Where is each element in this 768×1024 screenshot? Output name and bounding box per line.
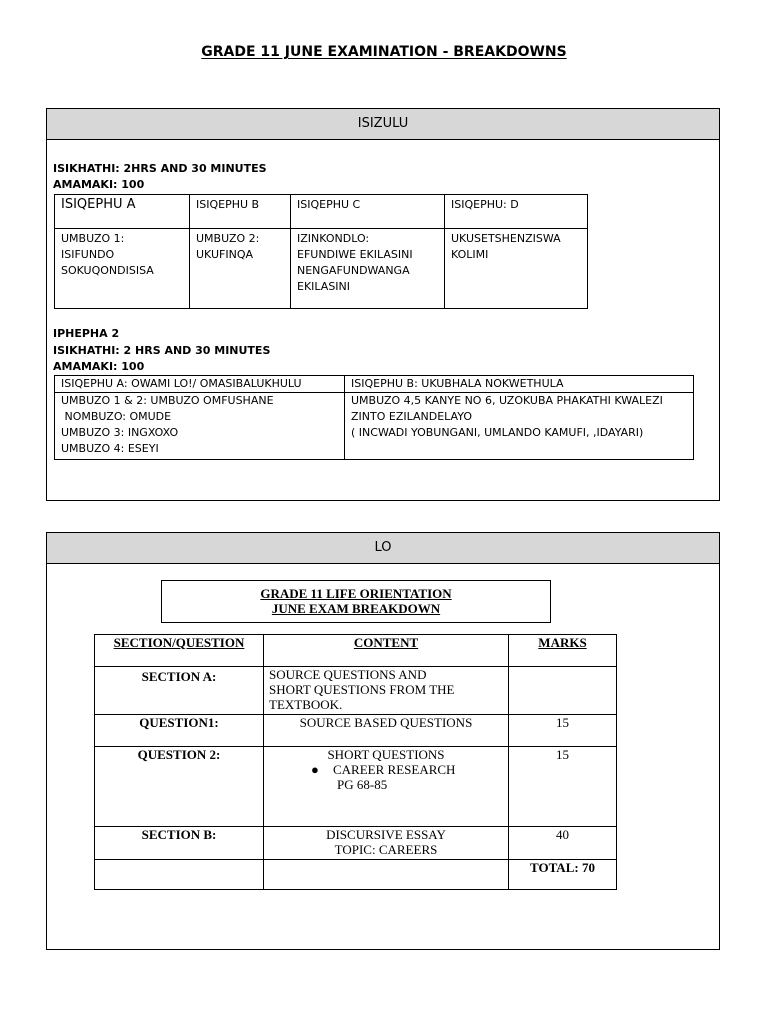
cell-line: ISIFUNDO <box>61 248 115 261</box>
paper1-head-c: ISIQEPHU C <box>291 195 445 229</box>
lo-section-cell: QUESTION 2: <box>95 747 264 827</box>
lo-title-line1: GRADE 11 LIFE ORIENTATION <box>260 586 452 601</box>
lo-col-header-section: SECTION/QUESTION <box>95 635 264 667</box>
paper1-cell-d <box>445 229 588 309</box>
paper2-table <box>54 375 694 460</box>
cell-line: SOURCE BASED QUESTIONS <box>299 715 473 730</box>
table-row <box>95 860 617 890</box>
paper1-table <box>54 194 588 309</box>
lo-breakdown-table <box>94 634 617 890</box>
paper2-head-b: ISIQEPHU B: UKUBHALA NOKWETHULA <box>345 376 694 393</box>
isizulu-header: ISIZULU <box>47 109 719 140</box>
bullet-subtext: PG 68-85 <box>337 777 388 792</box>
isizulu-section <box>46 108 720 501</box>
lo-col-header-content: CONTENT <box>264 635 509 667</box>
lo-section-cell: SECTION B: <box>95 827 264 860</box>
cell-line: UKUFINQA <box>196 248 254 261</box>
cell-line: EKILASINI <box>297 280 351 293</box>
cell-line: UMBUZO 2: <box>196 232 260 245</box>
lo-marks-cell: 40 <box>509 827 617 860</box>
paper1-cell-a <box>55 229 190 309</box>
cell-line: ZINTO EZILANDELAYO <box>351 410 472 423</box>
cell-line: SOURCE QUESTIONS AND <box>269 667 427 682</box>
lo-title-line2: JUNE EXAM BREAKDOWN <box>271 601 441 616</box>
cell-line: ( INCWADI YOBUNGANI, UMLANDO KAMUFI, ,IDAYARI) <box>351 426 644 439</box>
lo-marks-cell: 15 <box>509 715 617 747</box>
paper1-cell-b <box>190 229 291 309</box>
cell-line: DISCURSIVE ESSAY <box>326 827 446 842</box>
paper1-head-b: ISIQEPHU B <box>190 195 291 229</box>
cell-line: SOKUQONDISISA <box>61 264 154 277</box>
lo-title-box <box>161 580 551 623</box>
lo-marks-cell: 15 <box>509 747 617 827</box>
lo-content-cell <box>264 667 509 715</box>
bullet-item <box>311 762 503 777</box>
paper2-cell-a <box>55 393 345 460</box>
cell-line: TOPIC: CAREERS <box>334 842 438 857</box>
table-row <box>95 747 617 827</box>
table-row <box>95 667 617 715</box>
bullet-text: CAREER RESEARCH <box>333 762 456 777</box>
lo-content-cell <box>264 747 509 827</box>
paper1-time: ISIKHATHI: 2HRS AND 30 MINUTES <box>53 162 267 175</box>
cell-line: UMBUZO 4,5 KANYE NO 6, UZOKUBA PHAKATHI KWALEZI <box>351 394 663 407</box>
lo-section <box>46 532 720 950</box>
paper2-time: ISIKHATHI: 2 HRS AND 30 MINUTES <box>53 344 271 357</box>
lo-content-cell <box>264 827 509 860</box>
cell-line: SHORT QUESTIONS FROM THE <box>269 682 455 697</box>
cell-line: SHORT QUESTIONS <box>327 747 445 762</box>
page-title: GRADE 11 JUNE EXAMINATION - BREAKDOWNS <box>201 44 567 60</box>
cell-line: IZINKONDLO: <box>297 232 370 245</box>
cell-line: UMBUZO 3: INGXOXO <box>61 426 179 439</box>
paper1-cell-c <box>291 229 445 309</box>
paper2-label: IPHEPHA 2 <box>53 327 120 340</box>
table-row <box>95 827 617 860</box>
cell-line: UKUSETSHENZISWA <box>451 232 561 245</box>
cell-line: TEXTBOOK. <box>269 697 343 712</box>
lo-content-cell <box>264 715 509 747</box>
lo-header: LO <box>47 533 719 564</box>
lo-marks-cell <box>509 667 617 715</box>
lo-section-cell: QUESTION1: <box>95 715 264 747</box>
cell-line: UMBUZO 1 & 2: UMBUZO OMFUSHANE <box>61 394 274 407</box>
cell-line: KOLIMI <box>451 248 489 261</box>
bullet-icon: ● <box>311 762 319 777</box>
paper1-head-a: ISIQEPHU A <box>55 195 190 229</box>
paper2-marks: AMAMAKI: 100 <box>53 360 145 373</box>
table-row <box>95 715 617 747</box>
paper1-head-d: ISIQEPHU: D <box>445 195 588 229</box>
paper2-head-a: ISIQEPHU A: OWAMI LO!/ OMASIBALUKHULU <box>55 376 345 393</box>
cell-line: EFUNDIWE EKILASINI <box>297 248 413 261</box>
paper1-marks: AMAMAKI: 100 <box>53 178 145 191</box>
cell-line: NOMBUZO: OMUDE <box>61 410 172 423</box>
lo-section-cell: SECTION A: <box>95 667 264 715</box>
cell-line: UMBUZO 4: ESEYI <box>61 442 159 455</box>
cell-line: NENGAFUNDWANGA <box>297 264 410 277</box>
lo-content-cell <box>264 860 509 890</box>
lo-total-cell: TOTAL: 70 <box>509 860 617 890</box>
lo-col-header-marks: MARKS <box>509 635 617 667</box>
lo-section-cell <box>95 860 264 890</box>
cell-line: UMBUZO 1: <box>61 232 125 245</box>
paper2-cell-b <box>345 393 694 460</box>
